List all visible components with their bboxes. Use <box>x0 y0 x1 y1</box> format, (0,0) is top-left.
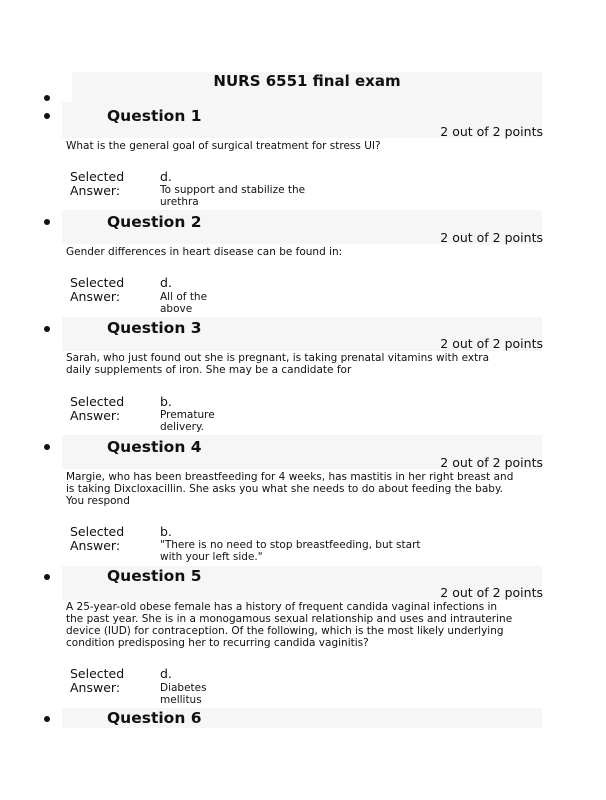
question-1-title: Question 1 <box>107 107 202 125</box>
bullet-icon <box>44 574 50 580</box>
question-5-answer-letter: d. <box>160 666 172 681</box>
question-3-points: 2 out of 2 points <box>440 336 543 351</box>
selected-label: Selected <box>70 394 125 409</box>
question-2-answer-text: All of the above <box>160 291 208 315</box>
question-4-title: Question 4 <box>107 438 202 456</box>
question-2-selected-label <box>70 276 150 304</box>
question-1-points: 2 out of 2 points <box>440 124 543 139</box>
bullet-icon <box>44 95 50 101</box>
bullet-icon <box>44 716 50 722</box>
question-4-answer-letter: b. <box>160 524 172 539</box>
question-4-answer-text: "There is no need to stop breastfeeding, but start with your left side." <box>160 539 421 563</box>
question-3-answer-letter: b. <box>160 394 172 409</box>
question-6-title: Question 6 <box>107 709 202 727</box>
document-title: NURS 6551 final exam <box>213 72 401 90</box>
answer-label: Answer: <box>70 408 121 423</box>
answer-label: Answer: <box>70 680 121 695</box>
selected-label: Selected <box>70 666 125 681</box>
question-2-answer-letter: d. <box>160 275 172 290</box>
bullet-icon <box>44 444 50 450</box>
question-1-answer-letter: d. <box>160 169 172 184</box>
answer-label: Answer: <box>70 538 121 553</box>
question-5-selected-label <box>70 667 150 695</box>
question-5-text: A 25-year-old obese female has a history of frequent candida vaginal infections in the past year. She is in a monogamous sexual relationship and uses and intrauterine device (IUD) for contraception. Of the following, which is the most likely underlying condition predisposing her to recurring candida vaginitis? <box>66 601 513 649</box>
question-5-answer-text: Diabetes mellitus <box>160 682 207 706</box>
question-5-points: 2 out of 2 points <box>440 585 543 600</box>
question-1-text: What is the general goal of surgical treatment for stress UI? <box>66 140 381 152</box>
question-2-title: Question 2 <box>107 213 202 231</box>
selected-label: Selected <box>70 169 125 184</box>
question-3-text: Sarah, who just found out she is pregnant, is taking prenatal vitamins with extra daily supplements of iron. She may be a candidate for <box>66 352 490 376</box>
selected-label: Selected <box>70 275 125 290</box>
selected-label: Selected <box>70 524 125 539</box>
question-2-points: 2 out of 2 points <box>440 230 543 245</box>
question-4-selected-label <box>70 525 150 553</box>
question-4-points: 2 out of 2 points <box>440 455 543 470</box>
bullet-icon <box>44 326 50 332</box>
answer-label: Answer: <box>70 289 121 304</box>
question-5-title: Question 5 <box>107 567 202 585</box>
question-3-selected-label <box>70 395 150 423</box>
question-1-selected-label <box>70 170 150 198</box>
question-2-text: Gender differences in heart disease can be found in: <box>66 246 343 258</box>
bullet-icon <box>44 113 50 119</box>
question-3-answer-text: Premature delivery. <box>160 409 215 433</box>
question-1-answer-text: To support and stabilize the urethra <box>160 184 306 208</box>
question-3-title: Question 3 <box>107 319 202 337</box>
answer-label: Answer: <box>70 183 121 198</box>
bullet-icon <box>44 219 50 225</box>
question-4-text: Margie, who has been breastfeeding for 4 weeks, has mastitis in her right breast and is taking Dixcloxacillin. She asks you what she needs to do about feeding the baby. You respond <box>66 471 514 507</box>
